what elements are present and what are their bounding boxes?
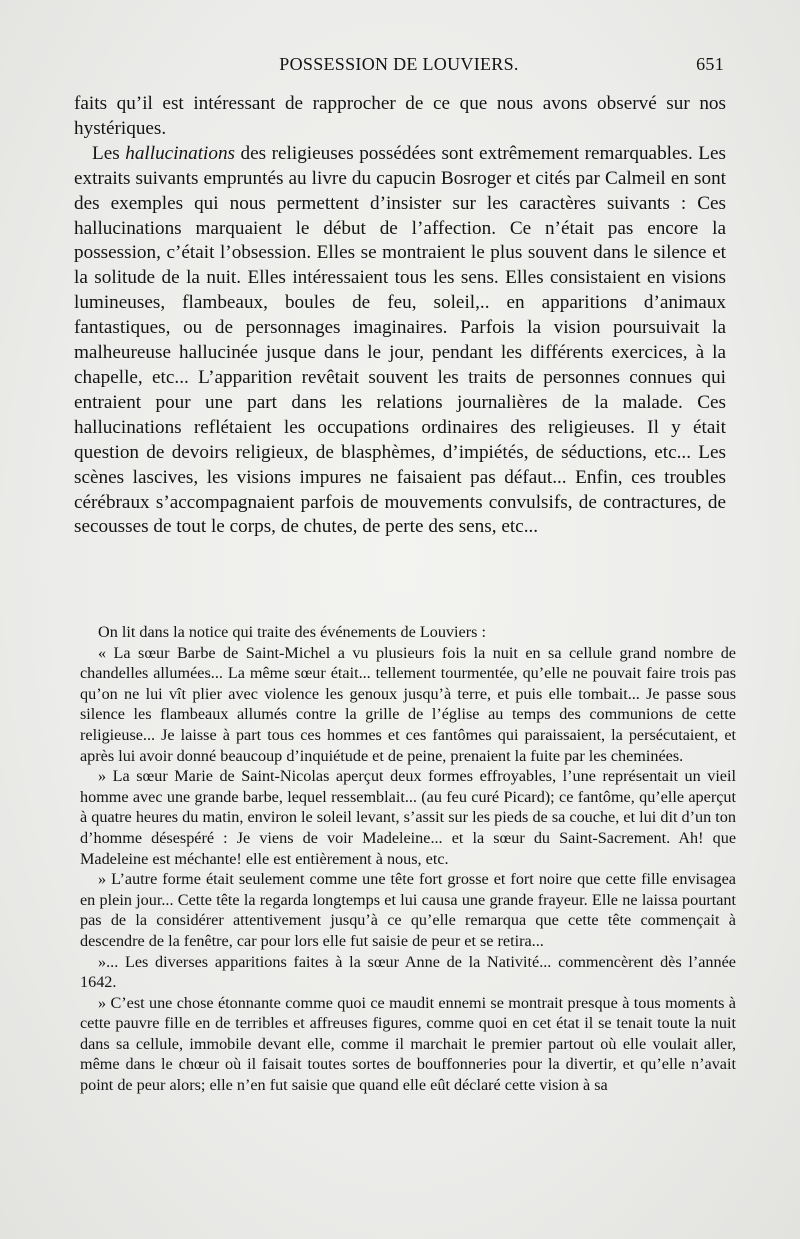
quotation-block bbox=[80, 622, 736, 1096]
quotation-paragraph: « La sœur Barbe de Saint-Michel a vu plusieurs fois la nuit en sa cellule grand nombre de chandelles allumées... La même sœur était... tellement tourmentée, qu’elle ne pouvait faire trois pas qu’on ne lui vît plier avec violence les genoux jusqu’à terre, et puis elle tombait... Je passe sous silence les flambeaux allumés contre la grille de l’église au temps des communions de cette religieuse... Je laisse à part tous ces hommes et ces fantômes qui paraissaient, la persécutaient, et après lui avoir donné beaucoup d’inquiétude et de peine, prenaient la fuite par les cheminées. bbox=[80, 643, 736, 765]
paragraph-lead: Les bbox=[92, 142, 126, 164]
quotation-paragraph: »... Les diverses apparitions faites à la sœur Anne de la Nativité... commencèrent dès l’année 1642. bbox=[80, 952, 736, 992]
running-header bbox=[74, 54, 724, 80]
main-text bbox=[74, 92, 726, 540]
page-number: 651 bbox=[696, 54, 724, 74]
quotation-intro: On lit dans la notice qui traite des événements de Louviers : bbox=[98, 623, 486, 641]
paragraph-hallucinations bbox=[74, 142, 726, 541]
emphasis-hallucinations: hallucinations bbox=[125, 142, 236, 164]
paragraph-body: des religieuses possédées sont extrêmement remarquables. Les extraits suivants empruntés au livre du capucin Bosroger et cités par Calmeil en sont des exemples qui nous permettent d’insister sur les caractères suivants : Ces hallucinations marquaient le début de l’affection. Ce n’était pas encore la possession, c’était l’obsession. Elles se montraient le plus souvent dans le silence et la solitude de la nuit. Elles intéressaient tous les sens. Elles consistaient en visions lumineuses, flambeaux, boules de feu, soleil,.. en apparitions d’animaux fantastiques, ou de personnages imaginaires. Parfois la vision poursuivait la malheureuse hallucinée jusque dans le jour, pendant les différents exercices, à la chapelle, etc... L’apparition revêtait souvent les traits de personnes connues qui entraient pour une part dans les relations journalières de la malade. Ces hallucinations reflétaient les occupations ordinaires des religieuses. Il y était question de devoirs religieux, de blasphèmes, d’impiétés, de séductions, etc... Les scènes lascives, les visions impures ne faisaient pas défaut... Enfin, ces troubles cérébraux s’accompagnaient parfois de mouvements convulsifs, de contractures, de secousses de tout le corps, de chutes, de perte des sens, etc... bbox=[74, 142, 726, 538]
quotation-paragraph: » C’est une chose étonnante comme quoi ce maudit ennemi se montrait presque à tous moments à cette pauvre fille en de terribles et affreuses figures, comme quoi en cet état il se tenait toute la nuit dans sa cellule, immobile devant elle, comme il marchait le premier partout où elle voulait aller, même dans le chœur où il faisait toutes sortes de bouffonneries pour la divertir, et qu’elle n’avait point de peur alors; elle n’en fut saisie que quand elle eût déclaré cette vision à sa bbox=[80, 993, 736, 1095]
quotation-paragraph: » La sœur Marie de Saint-Nicolas aperçut deux formes effroyables, l’une représentait un vieil homme avec une grande barbe, lequel ressemblait... (au feu curé Picard); ce fantôme, qu’elle aperçut à quatre heures du matin, environ le soleil levant, s’assit sur les pieds de sa couche, et lui dit d’un ton d’homme désespéré : Je viens de voir Madeleine... et la sœur du Saint-Sacrement. Ah! que Madeleine est méchante! elle est entièrement à nous, etc. bbox=[80, 767, 736, 868]
paragraph-continuation: faits qu’il est intéressant de rapprocher de ce que nous avons observé sur nos hystériques. bbox=[74, 93, 726, 139]
running-title: POSSESSION DE LOUVIERS. bbox=[279, 54, 519, 74]
quotation-paragraph: » L’autre forme était seulement comme une tête fort grosse et fort noire que cette fille envisagea en plein jour... Cette tête la regarda longtemps et lui causa une grande frayeur. Elle ne laissa pourtant pas de la considérer attentivement jusqu’à ce qu’elle remarqua que cette tête commençait à descendre de la fenêtre, car pour lors elle fut saisie de peur et se retira... bbox=[80, 870, 736, 950]
